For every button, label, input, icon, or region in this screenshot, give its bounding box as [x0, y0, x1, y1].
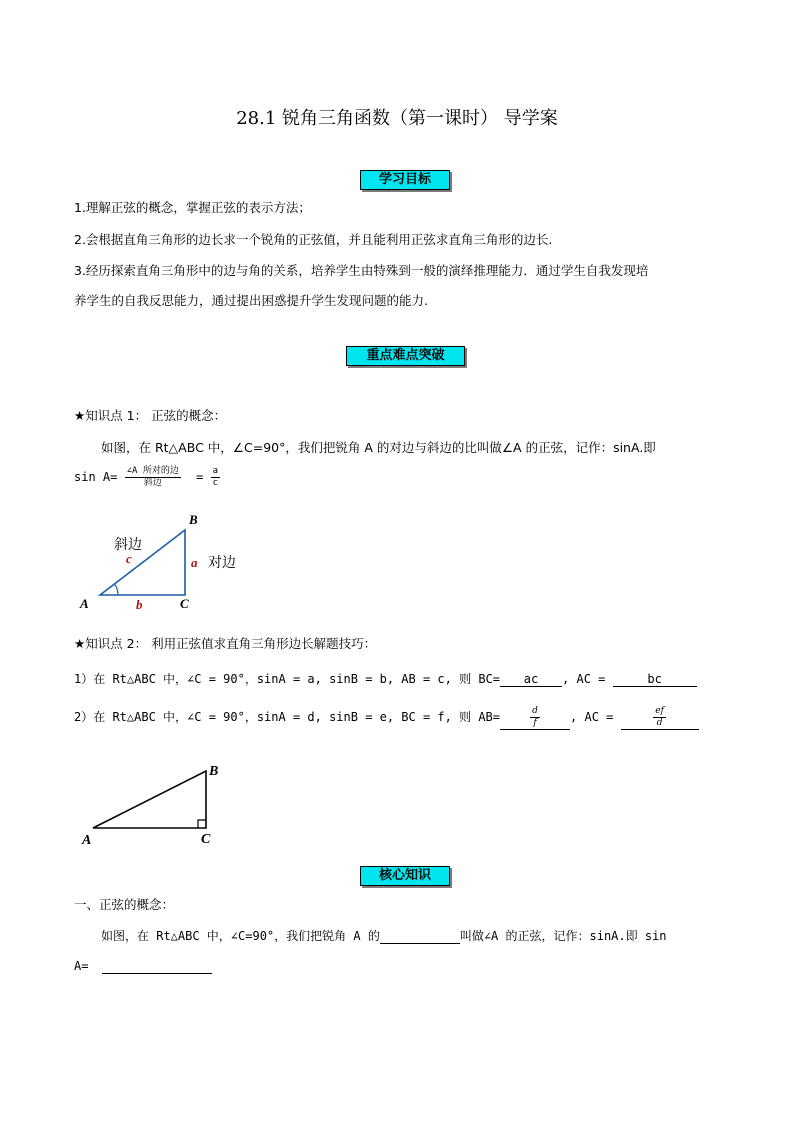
kp2-question-2 [74, 706, 699, 730]
q2-ac-den: d [653, 717, 666, 729]
core-sin-prefix: A= [74, 959, 89, 973]
equals-sign: = [196, 470, 204, 484]
q1-text: 1）在 Rt△ABC 中，∠C = 90°，sinA = a, sinB = b, AB = c, 则 BC= [74, 672, 501, 686]
section-label-goals: 学习目标 [360, 170, 450, 190]
kp2-heading: ★知识点 2： 利用正弦值求直角三角形边长解题技巧： [74, 636, 377, 651]
sin-prefix: sin A= [74, 470, 118, 484]
triangle-figure-1 [70, 505, 270, 615]
label-C: C [180, 596, 189, 611]
page-title: 28.1 锐角三角函数（第一课时） 导学案 [236, 108, 558, 129]
q2-ab-num: d [532, 706, 538, 716]
fraction-opposite-over-hyp [125, 466, 181, 489]
q2-ab-den: f [530, 717, 540, 729]
goal-item-3-cont: 养学生的自我反思能力，通过提出困惑提升学生发现问题的能力. [74, 293, 428, 308]
q2-answer-ab [500, 706, 570, 730]
core-text-b: 叫做∠A 的正弦，记作：sinA.即 sin [459, 929, 667, 943]
kp1-definition: 如图，在 Rt△ABC 中，∠C=90°，我们把锐角 A 的对边与斜边的比叫做∠A 的正弦，记作：sinA.即 [101, 440, 656, 455]
q2-text: 2）在 Rt△ABC 中，∠C = 90°，sinA = d, sinB = e, BC = f, 则 AB= [74, 710, 501, 724]
label-b: b [136, 597, 143, 612]
q2-mid: , AC = [570, 710, 621, 724]
goal-item-1: 1.理解正弦的概念，掌握正弦的表示方法； [74, 200, 311, 215]
section-label-core: 核心知识 [360, 866, 450, 886]
label-hypotenuse: 斜边 [114, 537, 142, 553]
label-c: c [126, 551, 132, 566]
frac-denominator: 斜边 [125, 477, 181, 489]
label-A: A [80, 596, 89, 611]
fig2-label-A: A [82, 833, 92, 848]
frac2-numerator: a [212, 466, 218, 476]
q2-ab-fraction [530, 706, 540, 729]
fig2-label-C: C [201, 832, 211, 847]
core-definition-line [101, 927, 667, 944]
frac2-denominator: c [212, 478, 218, 488]
core-formula-line [74, 959, 212, 974]
q1-mid: , AC = [562, 672, 613, 686]
core-blank-1 [380, 929, 460, 944]
frac-numerator: ∠A 所对的边 [126, 466, 179, 476]
angle-a-arc [115, 584, 119, 595]
label-a: a [191, 555, 198, 570]
q2-answer-ac [621, 706, 699, 730]
goal-item-2: 2.会根据直角三角形的边长求一个锐角的正弦值，并且能利用正弦求直角三角形的边长. [74, 232, 553, 247]
label-opposite: 对边 [208, 555, 236, 571]
fig2-label-B: B [209, 764, 219, 779]
q1-answer-bc: ac [500, 672, 562, 687]
goal-item-3: 3.经历探索直角三角形中的边与角的关系，培养学生由特殊到一般的演绎推理能力．通过学生自我发现培 [74, 263, 649, 278]
triangle-figure-2 [76, 758, 236, 850]
core-blank-2 [102, 959, 212, 974]
section-label-key: 重点难点突破 [346, 346, 465, 366]
q2-ac-fraction [653, 706, 666, 729]
triangle-2-shape [93, 771, 206, 828]
q1-answer-ac: bc [613, 672, 697, 687]
kp1-formula [74, 466, 220, 489]
right-angle-mark [198, 820, 206, 828]
core-heading: 一、正弦的概念： [74, 897, 175, 912]
q2-ac-num: ef [655, 706, 664, 716]
core-text-a: 如图，在 Rt△ABC 中，∠C=90°，我们把锐角 A 的 [101, 929, 380, 943]
label-B: B [189, 512, 198, 527]
fraction-a-over-c [211, 466, 220, 489]
kp2-question-1 [74, 670, 697, 687]
triangle-1-shape [100, 530, 185, 595]
kp1-heading: ★知识点 1： 正弦的概念： [74, 408, 227, 423]
